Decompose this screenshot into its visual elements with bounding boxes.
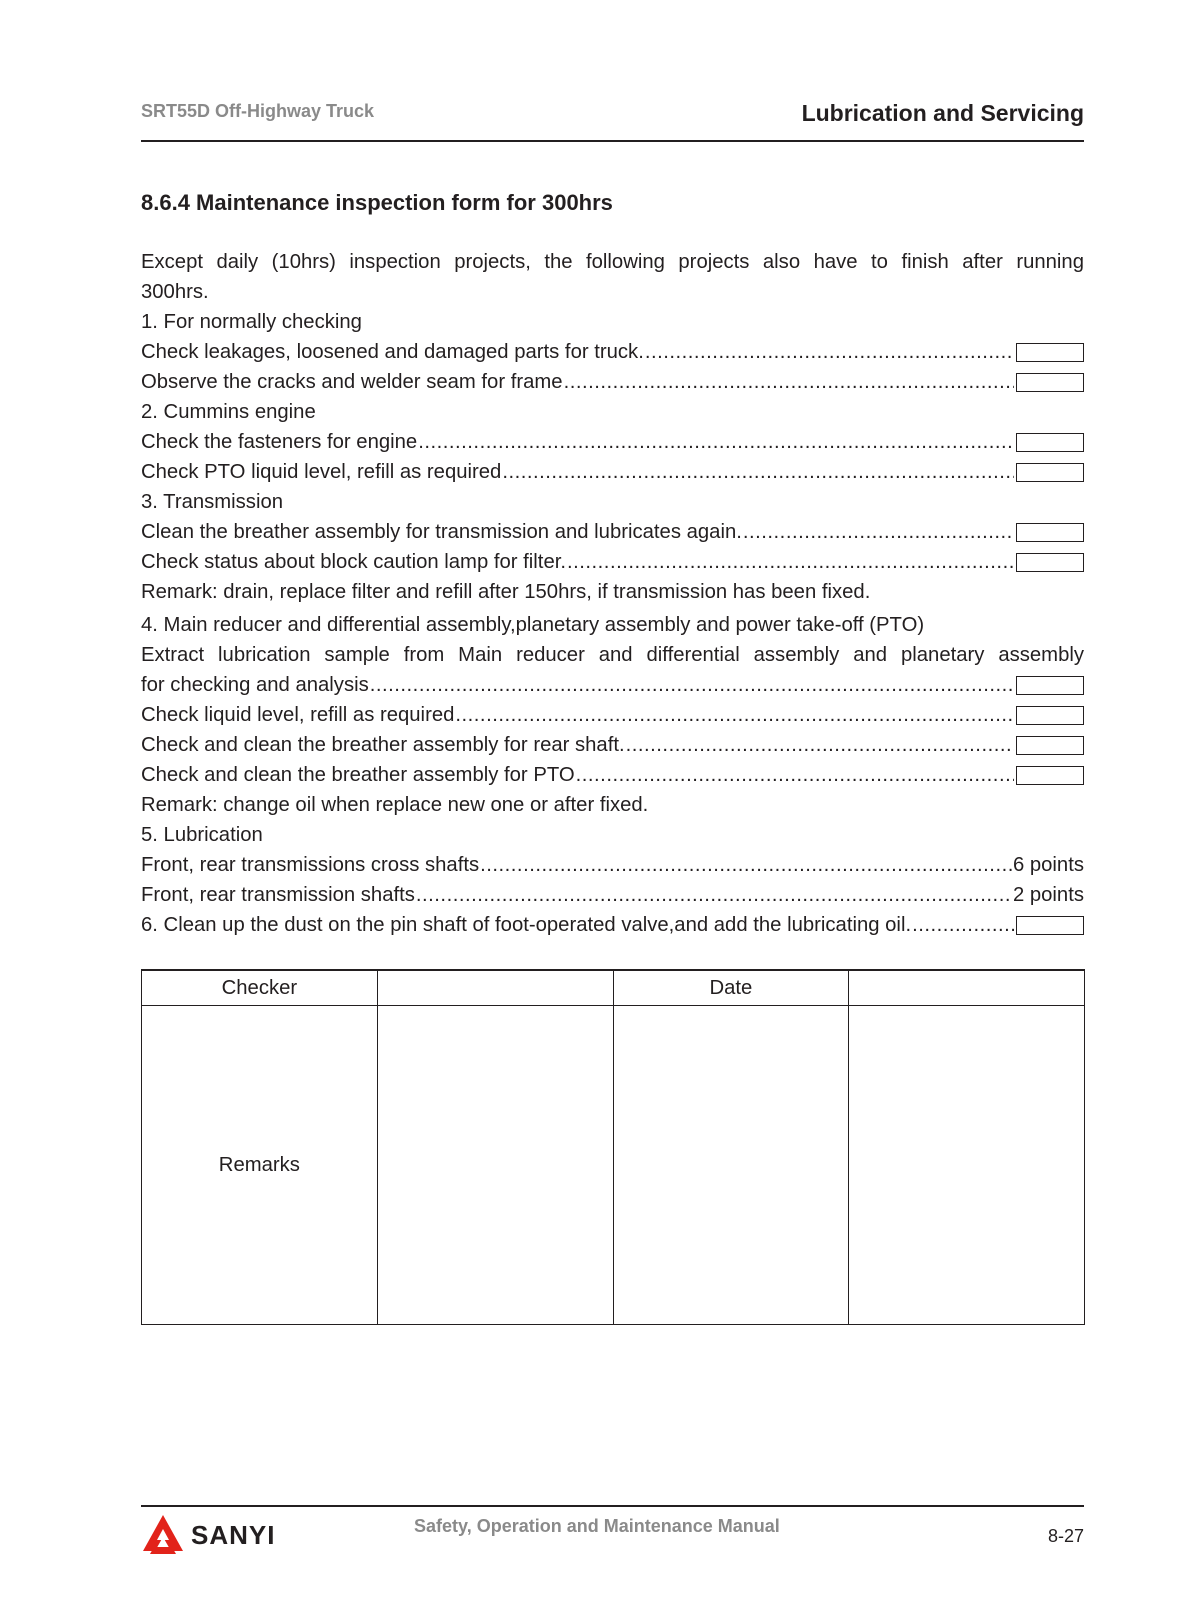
- dot-leader: [564, 367, 1014, 397]
- lubrication-item: [141, 880, 1084, 910]
- check-item-label: Check and clean the breather assembly for PTO: [141, 764, 575, 786]
- dot-leader: [418, 427, 1014, 457]
- section-4-item-1-line-1: Extract lubrication sample from Main reducer and differential assembly and planetary assembly: [141, 644, 1084, 666]
- dot-leader: [455, 700, 1014, 730]
- check-item: [141, 760, 1084, 790]
- dot-leader: [626, 730, 1014, 760]
- footer-divider: [141, 1505, 1084, 1507]
- page-number: 8-27: [1047, 1526, 1084, 1546]
- checker-field[interactable]: [377, 970, 613, 1006]
- check-item-label: Check PTO liquid level, refill as required: [141, 461, 502, 483]
- section-2-heading: 2. Cummins engine: [141, 401, 316, 423]
- brand-name: SANYI: [191, 1519, 276, 1550]
- lubrication-item-label: Front, rear transmissions cross shafts: [141, 854, 480, 876]
- check-item: [141, 457, 1084, 487]
- checkbox[interactable]: [1016, 373, 1084, 392]
- checkbox[interactable]: [1016, 706, 1084, 725]
- check-item: [141, 700, 1084, 730]
- sanyi-logo: [141, 1513, 275, 1557]
- checkbox[interactable]: [1016, 463, 1084, 482]
- table-row: [142, 1006, 1085, 1325]
- lubrication-item-label: Front, rear transmission shafts: [141, 884, 415, 906]
- section-4-heading: 4. Main reducer and differential assembly,planetary assembly and power take-off (PTO): [141, 614, 925, 636]
- section-5-heading: 5. Lubrication: [141, 824, 263, 846]
- inspection-signoff-table: [141, 969, 1085, 1325]
- header-chapter-title: Lubrication and Servicing: [801, 100, 1084, 126]
- check-item: [141, 547, 1084, 577]
- dot-leader: [912, 910, 1014, 940]
- check-item: [141, 730, 1084, 760]
- header-divider: [141, 140, 1084, 142]
- dot-leader: [743, 517, 1014, 547]
- lubrication-points: 2 points: [1012, 884, 1084, 906]
- dot-leader: [502, 457, 1014, 487]
- check-item-label: Check liquid level, refill as required: [141, 704, 455, 726]
- dot-leader: [416, 880, 1012, 910]
- checkbox[interactable]: [1016, 766, 1084, 785]
- check-item-label: Check the fasteners for engine: [141, 431, 418, 453]
- checkbox[interactable]: [1016, 916, 1084, 935]
- inspection-content: [141, 247, 1084, 940]
- dot-leader: [567, 547, 1014, 577]
- remarks-label: Remarks: [142, 1006, 378, 1325]
- checkbox[interactable]: [1016, 676, 1084, 695]
- checkbox[interactable]: [1016, 523, 1084, 542]
- checker-label: Checker: [142, 970, 378, 1006]
- dot-leader: [576, 760, 1014, 790]
- remarks-field[interactable]: [849, 1006, 1085, 1325]
- dot-leader: [370, 670, 1014, 700]
- section-1-heading: 1. For normally checking: [141, 311, 362, 333]
- lubrication-points: 6 points: [1012, 854, 1084, 876]
- check-item-label: for checking and analysis: [141, 674, 369, 696]
- date-label: Date: [613, 970, 849, 1006]
- section-3-heading: 3. Transmission: [141, 491, 284, 513]
- intro-line-2: 300hrs.: [141, 281, 209, 303]
- check-item-label: Clean the breather assembly for transmission and lubricates again.: [141, 521, 742, 543]
- section-4-remark: Remark: change oil when replace new one or after fixed.: [141, 794, 649, 816]
- section-3-remark: Remark: drain, replace filter and refill after 150hrs, if transmission has been fixed.: [141, 581, 871, 603]
- check-item-label: Check status about block caution lamp for filter.: [141, 551, 566, 573]
- remarks-field[interactable]: [377, 1006, 613, 1325]
- check-item: [141, 670, 1084, 700]
- section-title: 8.6.4 Maintenance inspection form for 300hrs: [141, 190, 613, 215]
- check-item: [141, 337, 1084, 367]
- checkbox[interactable]: [1016, 433, 1084, 452]
- dot-leader: [480, 850, 1012, 880]
- check-item: [141, 367, 1084, 397]
- check-item: [141, 517, 1084, 547]
- check-item: [141, 427, 1084, 457]
- sanyi-logo-icon: [141, 1513, 185, 1557]
- table-row: [142, 970, 1085, 1006]
- check-item-label: Observe the cracks and welder seam for frame: [141, 371, 563, 393]
- intro-line-1: Except daily (10hrs) inspection projects, the following projects also have to finish after running: [141, 251, 1084, 273]
- header-doc-title: SRT55D Off-Highway Truck: [141, 101, 375, 121]
- footer-manual-title: Safety, Operation and Maintenance Manual: [414, 1516, 780, 1536]
- remarks-field[interactable]: [613, 1006, 849, 1325]
- checkbox[interactable]: [1016, 343, 1084, 362]
- date-field[interactable]: [849, 970, 1085, 1006]
- lubrication-item: [141, 850, 1084, 880]
- checkbox[interactable]: [1016, 736, 1084, 755]
- check-item-label: 6. Clean up the dust on the pin shaft of foot-operated valve,and add the lubricating oil.: [141, 914, 912, 936]
- dot-leader: [645, 337, 1014, 367]
- check-item: [141, 910, 1084, 940]
- check-item-label: Check and clean the breather assembly for rear shaft.: [141, 734, 625, 756]
- check-item-label: Check leakages, loosened and damaged parts for truck.: [141, 341, 644, 363]
- checkbox[interactable]: [1016, 553, 1084, 572]
